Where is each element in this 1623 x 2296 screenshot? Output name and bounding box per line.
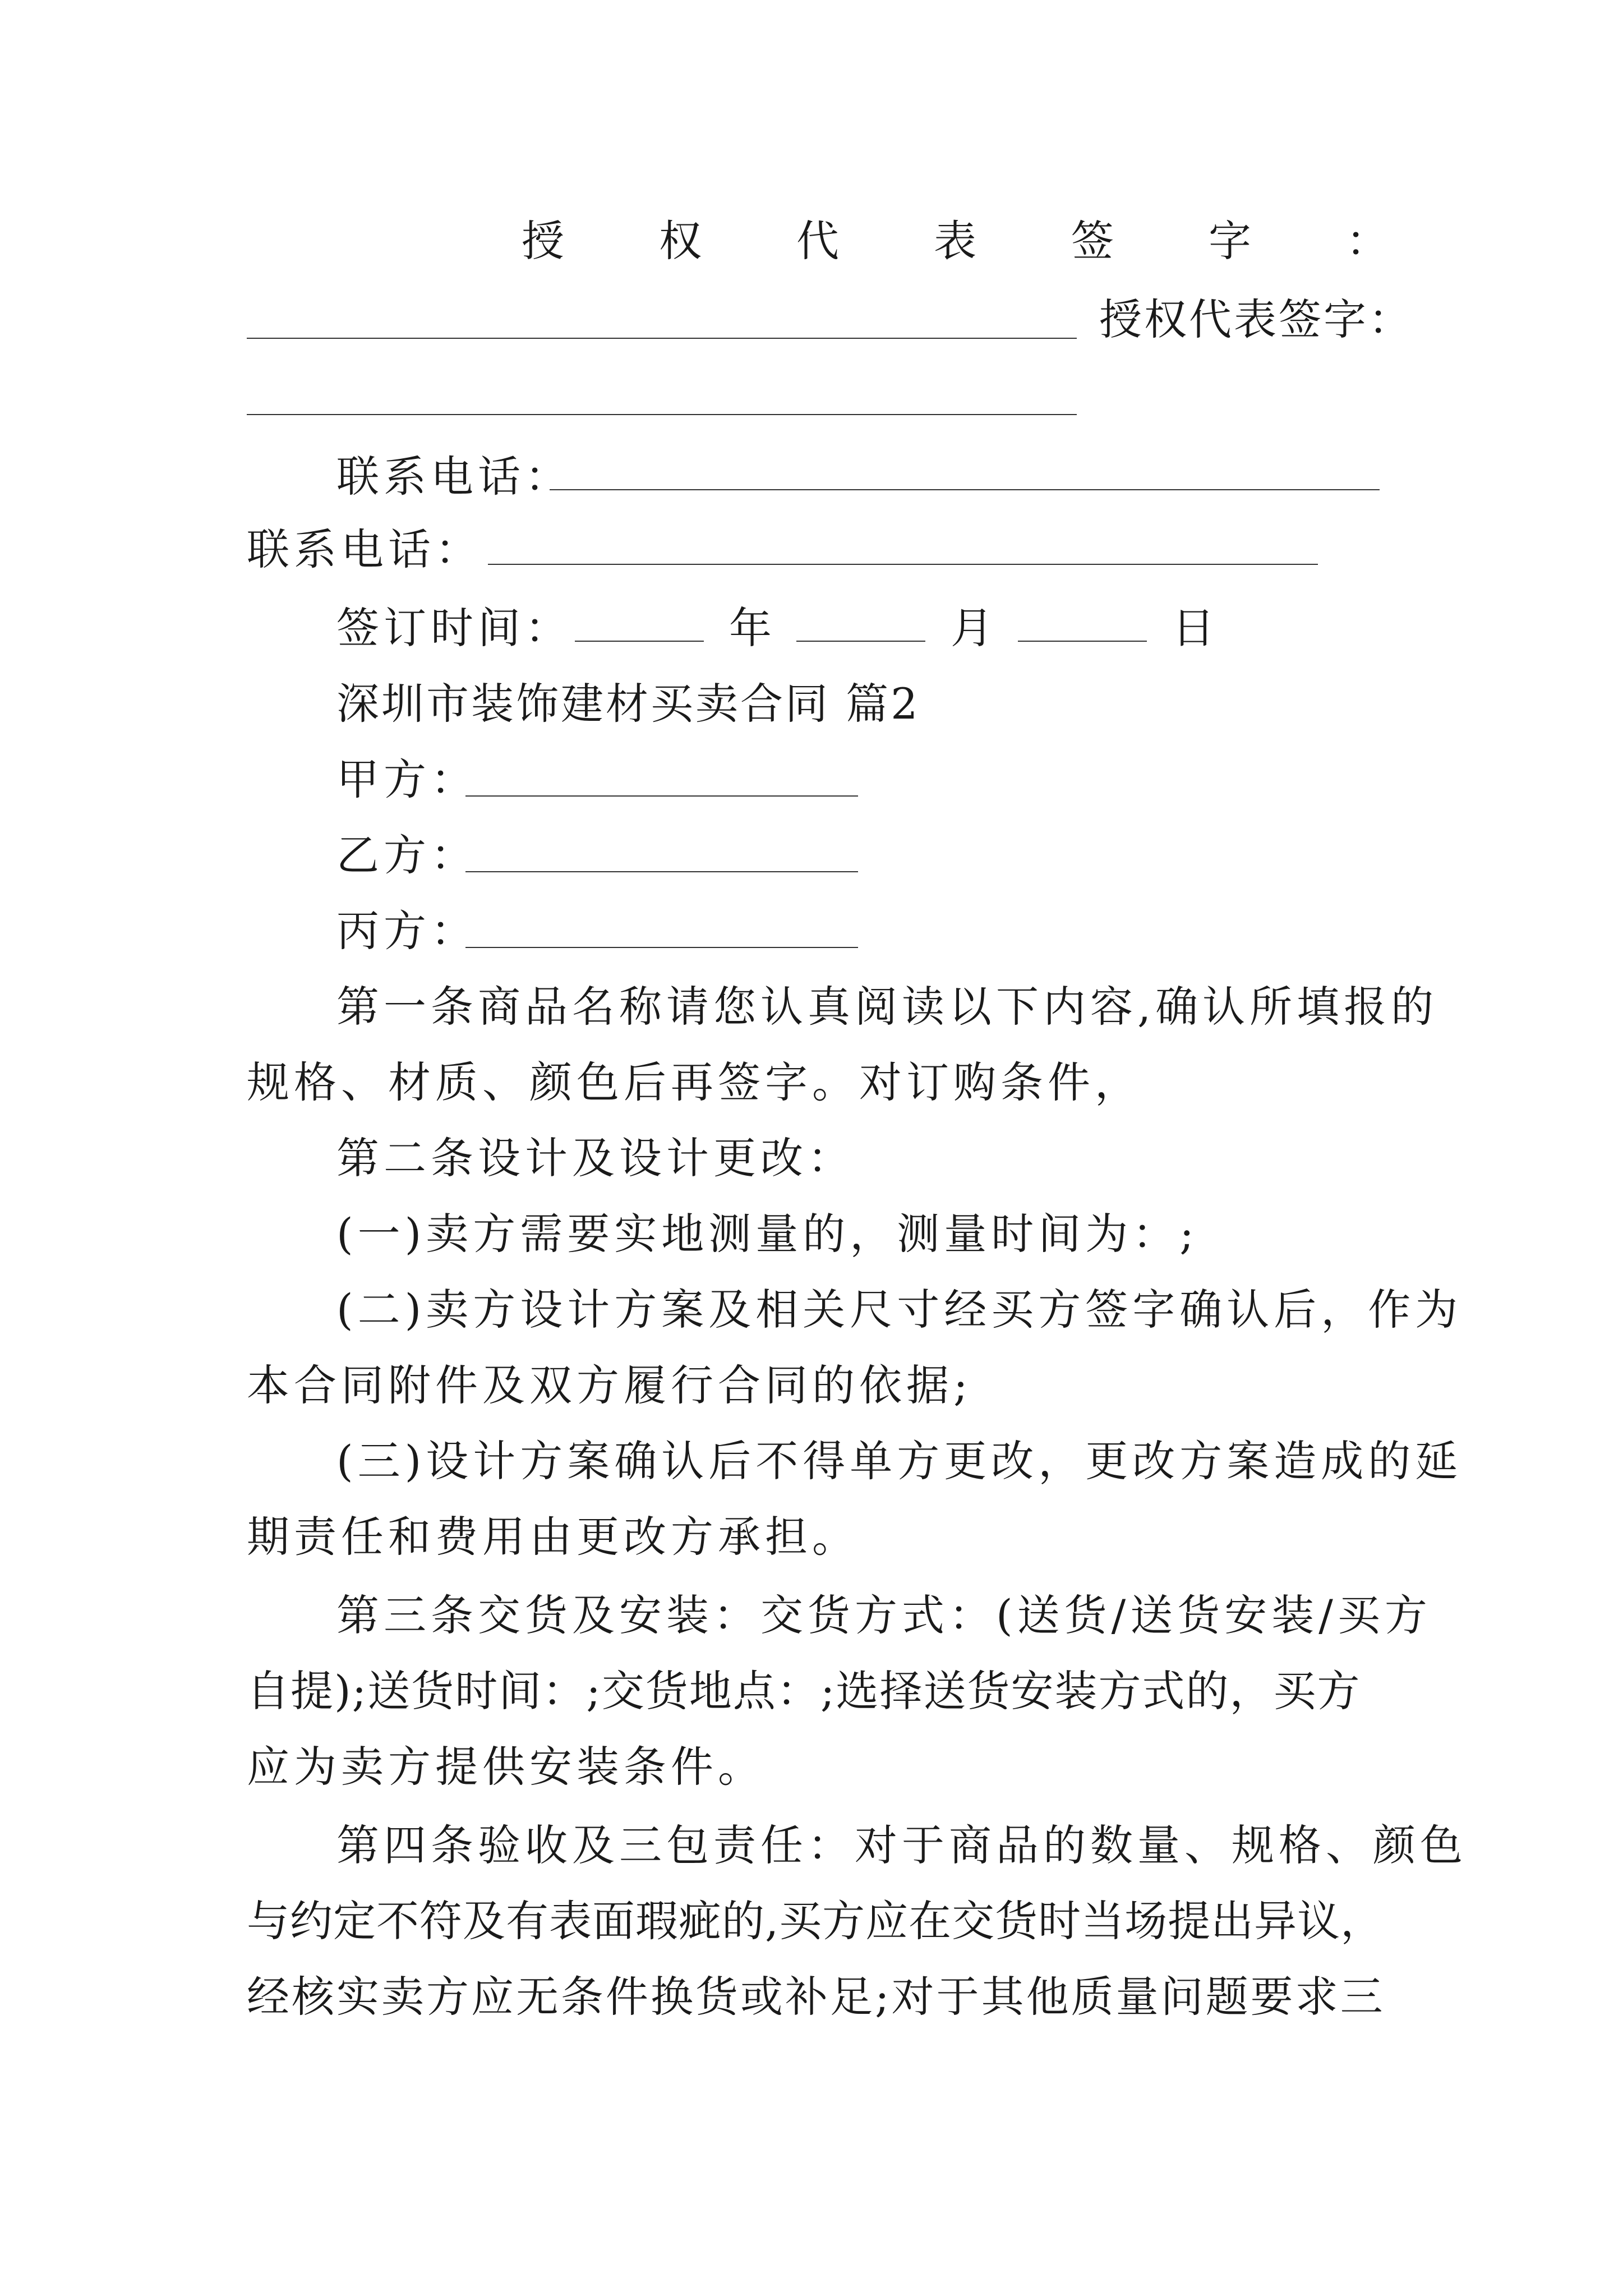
body-line: 期责任和费用由更改方承担。 [247,1512,859,1562]
sign-date-day: 日 [1172,603,1219,653]
sign-date-day-blank[interactable] [1018,641,1147,642]
signature-char: 代 [796,216,839,266]
signature-blank-line-2[interactable] [247,414,1077,415]
signature-char: 签 [1071,216,1114,266]
party-label: 甲方： [336,754,478,804]
sign-date-month: 月 [951,603,998,653]
body-line: 自提);送货时间：;交货地点：;选择送货安装方式的，买方 [247,1666,1361,1716]
party-a-blank[interactable] [465,795,858,797]
contract-title: 深圳市装饰建材买卖合同 篇2 [336,679,920,729]
body-line: 经核实卖方应无条件换货或补足;对于其他质量问题要求三 [247,1972,1385,2022]
body-line: (一)卖方需要实地测量的，测量时间为：; [336,1209,1198,1259]
contact-row-2 [247,522,1391,578]
body-line: 第三条交货及安装：交货方式：(送货/送货安装/买方 [336,1590,1432,1640]
body-line: 与约定不符及有表面瑕疵的,买方应在交货时当场提出异议， [247,1896,1384,1946]
body-line: 第二条设计及设计更改： [336,1133,855,1183]
contact-label: 联系电话： [336,452,572,501]
signature-char: 表 [934,216,976,266]
signature-char: 字 [1209,216,1251,266]
body-line: 本合同附件及双方履行合同的依据; [247,1360,972,1410]
contact-label: 联系电话： [247,524,482,574]
signature-right-label: 授权代表签字： [1099,295,1413,344]
party-c-blank[interactable] [465,947,858,948]
sign-date-year-blank[interactable] [575,641,704,642]
body-line: 规格、材质、颜色后再签字。对订购条件， [247,1057,1142,1107]
sign-date-year: 年 [729,603,776,653]
signature-char: ： [1346,216,1389,266]
signature-spaced-label [522,213,1396,269]
party-label: 丙方： [336,906,478,956]
party-b-blank[interactable] [465,871,858,872]
party-row-a [336,752,1391,808]
body-line: 第四条验收及三包责任：对于商品的数量、规格、颜色 [336,1820,1467,1870]
contact-blank-line-2[interactable] [488,564,1318,565]
body-line: (二)卖方设计方案及相关尺寸经买方签字确认后，作为 [336,1285,1463,1335]
contact-row-1 [336,449,1391,505]
signature-char: 权 [659,216,702,266]
party-label: 乙方： [336,830,478,880]
party-row-c [336,903,1391,959]
body-line: 第一条商品名称请您认真阅读以下内容,确认所填报的 [336,982,1438,1032]
party-row-b [336,827,1391,884]
sign-date-label: 签订时间： [336,603,572,653]
sign-date-month-blank[interactable] [796,641,925,642]
body-line: 应为卖方提供安装条件。 [247,1742,765,1792]
sign-date-row [336,600,1391,656]
contact-blank-line-1[interactable] [550,489,1380,490]
body-line: (三)设计方案确认后不得单方更改，更改方案造成的延 [336,1436,1463,1486]
signature-char: 授 [522,216,564,266]
signature-blank-line[interactable] [247,338,1077,339]
